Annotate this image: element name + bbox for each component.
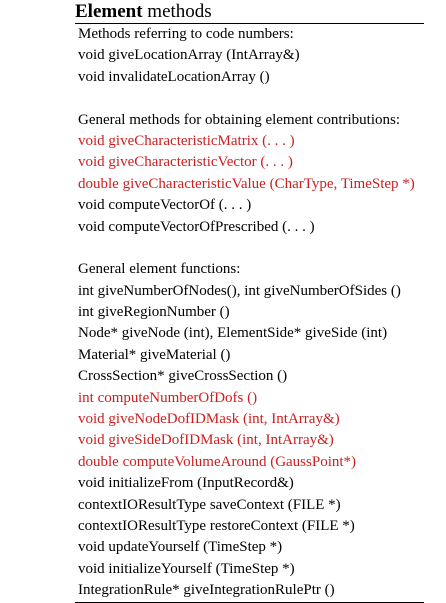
class-title xyxy=(75,0,424,23)
method-signature: int giveNumberOfNodes(), int giveNumberOfSides () xyxy=(78,282,401,299)
method-signature-highlighted: double computeVolumeAround (GaussPoint*) xyxy=(78,453,357,470)
method-signature: contextIOResultType saveContext (FILE *) xyxy=(78,496,341,513)
method-section xyxy=(78,110,424,238)
method-signature-highlighted: void giveNodeDofIDMask (int, IntArray&) xyxy=(78,411,340,428)
method-signature: contextIOResultType restoreContext (FILE *) xyxy=(78,517,355,534)
class-title-suffix: methods xyxy=(142,1,212,22)
method-signature: void invalidateLocationArray () xyxy=(78,68,270,85)
method-signature: Node* giveNode (int), ElementSide* giveSide (int) xyxy=(78,325,388,342)
method-signature: void computeVectorOfPrescribed (. . . ) xyxy=(78,218,315,235)
method-signature-highlighted: void giveCharacteristicVector (. . . ) xyxy=(78,154,293,171)
method-signature-highlighted: void giveSideDofIDMask (int, IntArray&) xyxy=(78,432,334,449)
method-signature-highlighted: void giveCharacteristicMatrix (. . . ) xyxy=(78,132,295,149)
section-spacer xyxy=(75,88,424,109)
section-heading: General element functions: xyxy=(78,261,241,278)
method-signature: IntegrationRule* giveIntegrationRulePtr () xyxy=(78,582,335,599)
method-signature: void updateYourself (TimeStep *) xyxy=(78,539,283,556)
method-signature: void computeVectorOf (. . . ) xyxy=(78,197,252,214)
class-methods-box xyxy=(75,0,424,603)
method-signature-highlighted: double giveCharacteristicValue (CharType, TimeStep *) xyxy=(78,175,415,192)
method-signature: CrossSection* giveCrossSection () xyxy=(78,368,288,385)
method-signature: void giveLocationArray (IntArray&) xyxy=(78,47,300,64)
method-signature-highlighted: int computeNumberOfDofs () xyxy=(78,389,258,406)
class-name: Element xyxy=(75,1,143,22)
section-spacer xyxy=(75,238,424,259)
method-section xyxy=(78,259,424,601)
method-section xyxy=(78,24,424,88)
method-signature: void initializeFrom (InputRecord&) xyxy=(78,475,294,492)
method-signature: void initializeYourself (TimeStep *) xyxy=(78,560,295,577)
method-signature: int giveRegionNumber () xyxy=(78,304,230,321)
section-heading: General methods for obtaining element contributions: xyxy=(78,111,401,128)
method-sections xyxy=(75,24,424,602)
section-heading: Methods referring to code numbers: xyxy=(78,26,294,42)
bottom-rule xyxy=(75,602,424,603)
method-signature: Material* giveMaterial () xyxy=(78,346,231,363)
